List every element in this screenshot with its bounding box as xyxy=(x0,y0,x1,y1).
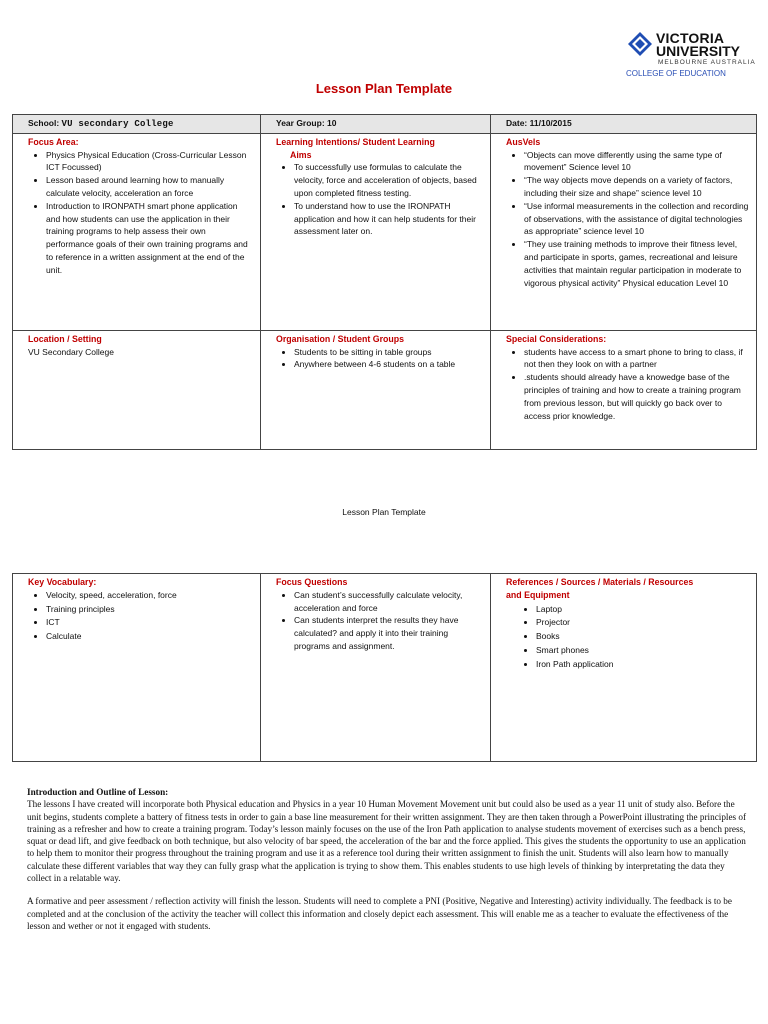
list-item: • students have access to a smart phone to bring to class, if not then they look on with a partner xyxy=(524,346,750,372)
introduction-section xyxy=(27,786,747,932)
focus-questions-cell xyxy=(261,574,491,762)
list-item: • Smart phones xyxy=(536,644,750,657)
introduction-heading: Introduction and Outline of Lesson: xyxy=(27,787,169,797)
mid-page-label: Lesson Plan Template xyxy=(342,507,426,517)
learning-intentions-label-2: Aims xyxy=(290,149,312,160)
references-cell xyxy=(491,574,757,762)
list-item: • Lesson based around learning how to manually calculate velocity, acceleration an force xyxy=(46,174,254,200)
list-item: • Students to be sitting in table groups xyxy=(294,346,484,359)
logo-line-3: MELBOURNE AUSTRALIA xyxy=(658,59,756,66)
vocabulary-row xyxy=(13,574,757,762)
organisation-label: Organisation / Student Groups xyxy=(276,333,405,344)
list-item: • “They use training methods to improve their fitness level, and participate in sports, games, recreational and leisure activities that maintain regular participation in moderate to vigorous physical activity” Physical education Level 10 xyxy=(524,238,750,289)
list-item: • ICT xyxy=(46,616,254,629)
list-item: • Calculate xyxy=(46,630,254,643)
organisation-cell xyxy=(261,330,491,449)
key-vocabulary-label: Key Vocabulary: xyxy=(28,577,97,587)
list-item: • To successfully use formulas to calculate the velocity, force and acceleration of objects, based upon completed fitness testing. xyxy=(294,161,484,199)
references-label-2: and Equipment xyxy=(506,589,570,600)
page-title: Lesson Plan Template xyxy=(315,81,453,96)
list-item: • Can student’s successfully calculate velocity, acceleration and force xyxy=(294,589,484,615)
list-item: • Laptop xyxy=(536,603,750,616)
focus-area-label: Focus Area: xyxy=(28,136,79,147)
focus-row xyxy=(13,133,757,330)
college-name: COLLEGE OF EDUCATION xyxy=(626,69,726,78)
learning-intentions-cell xyxy=(261,133,491,330)
list-item: • To understand how to use the IRONPATH application and how it can help students for their assessment later on. xyxy=(294,200,484,238)
header-row xyxy=(13,115,757,134)
list-item: • Projector xyxy=(536,616,750,629)
list-item: • “Use informal measurements in the collection and recording of observations, with the assistance of digital technologies as appropriate” science level 10 xyxy=(524,200,750,238)
special-considerations-label: Special Considerations: xyxy=(506,333,607,344)
list-item: • Can students interpret the results they have calculated? and apply it into their training programs and assignment. xyxy=(294,614,484,652)
list-item: • Training principles xyxy=(46,603,254,616)
key-vocabulary-cell xyxy=(13,574,261,762)
year-group-cell: Year Group: 10 xyxy=(261,115,491,134)
list-item: • “Objects can move differently using the same type of movement” Science level 10 xyxy=(524,149,750,175)
school-cell xyxy=(13,115,261,134)
list-item: • Introduction to IRONPATH smart phone application and how students can use the application in their training programs to help assess their own performance goals of their own training programs and to reference in a written assignment at the end of the unit. xyxy=(46,200,254,277)
list-item: • Books xyxy=(536,630,750,643)
setting-row xyxy=(13,330,757,449)
location-cell xyxy=(13,330,261,449)
ausvels-label: AusVels xyxy=(506,136,541,147)
university-logo xyxy=(628,30,758,80)
focus-questions-label: Focus Questions xyxy=(276,577,348,587)
location-label: Location / Setting xyxy=(28,333,102,344)
lesson-plan-table-bottom xyxy=(12,573,757,762)
introduction-paragraph-2: A formative and peer assessment / reflection activity will finish the lesson. Students will need to complete a PNI (Positive, Negative and Interesting) activity individually. The feedback is to be completed and at the conclusion of the activity the teacher will collect this information and closely depict each assessment. This will enable me as a teacher to evaluate the effectiveness of the lesson and wether or not it engaged with students. xyxy=(27,896,732,931)
school-value: VU secondary College xyxy=(61,119,174,129)
list-item: • Physics Physical Education (Cross-Curricular Lesson ICT Focussed) xyxy=(46,149,254,175)
focus-area-cell xyxy=(13,133,261,330)
location-text: VU Secondary College xyxy=(28,346,114,357)
logo-line-1: VICTORIA xyxy=(656,30,725,46)
logo-line-2: UNIVERSITY xyxy=(656,43,741,59)
school-label: School: xyxy=(28,118,60,128)
references-label: References / Sources / Materials / Resources xyxy=(506,577,694,587)
logo-diamond-icon xyxy=(628,32,652,56)
introduction-paragraph-1: The lessons I have created will incorporate both Physical education and Physics in a year 10 Human Movement Movement unit but could also be used as a year 11 unit of study also. Before the unit begins, students complete a battery of fitness tests in order to gain a base line measurement for their written assignment. They are then taken through a PowerPoint illustrating the principles of training as a refresher and how to create a training program. Today’s lesson mainly focuses on the use of the Iron Path application to analyse students movement of exercises such as a bench press, squat or dead lift, and give feedback on both technique, but also velocity of bar speed, the acceleration of the bar and the force applied. This gives the students the opportunity to use an application to help them to monitor their progress throughout the training program and use it as a reference tool during their written assignment to finish the unit. Students will also learn how to manually calculate these different variables that way they can fully grasp what the application is trying to show them. This enables students to use high levels of thinking by interpretating the data they collect in a relatable way. xyxy=(27,799,747,884)
list-item: • Anywhere between 4-6 students on a table xyxy=(294,358,484,371)
list-item: • Iron Path application xyxy=(536,658,750,671)
list-item: • “The way objects move depends on a variety of factors, including their size and shape” science level 10 xyxy=(524,174,750,200)
list-item: • Velocity, speed, acceleration, force xyxy=(46,589,254,602)
lesson-plan-table-top xyxy=(12,114,757,450)
learning-intentions-label: Learning Intentions/ Student Learning xyxy=(276,136,435,147)
date-cell: Date: 11/10/2015 xyxy=(491,115,757,134)
list-item: • .students should already have a knowedge base of the principles of training and how to create a training program from previous lesson, but will quickly go back over to access prior knowledge. xyxy=(524,371,750,422)
special-considerations-cell xyxy=(491,330,757,449)
ausvels-cell xyxy=(491,133,757,330)
